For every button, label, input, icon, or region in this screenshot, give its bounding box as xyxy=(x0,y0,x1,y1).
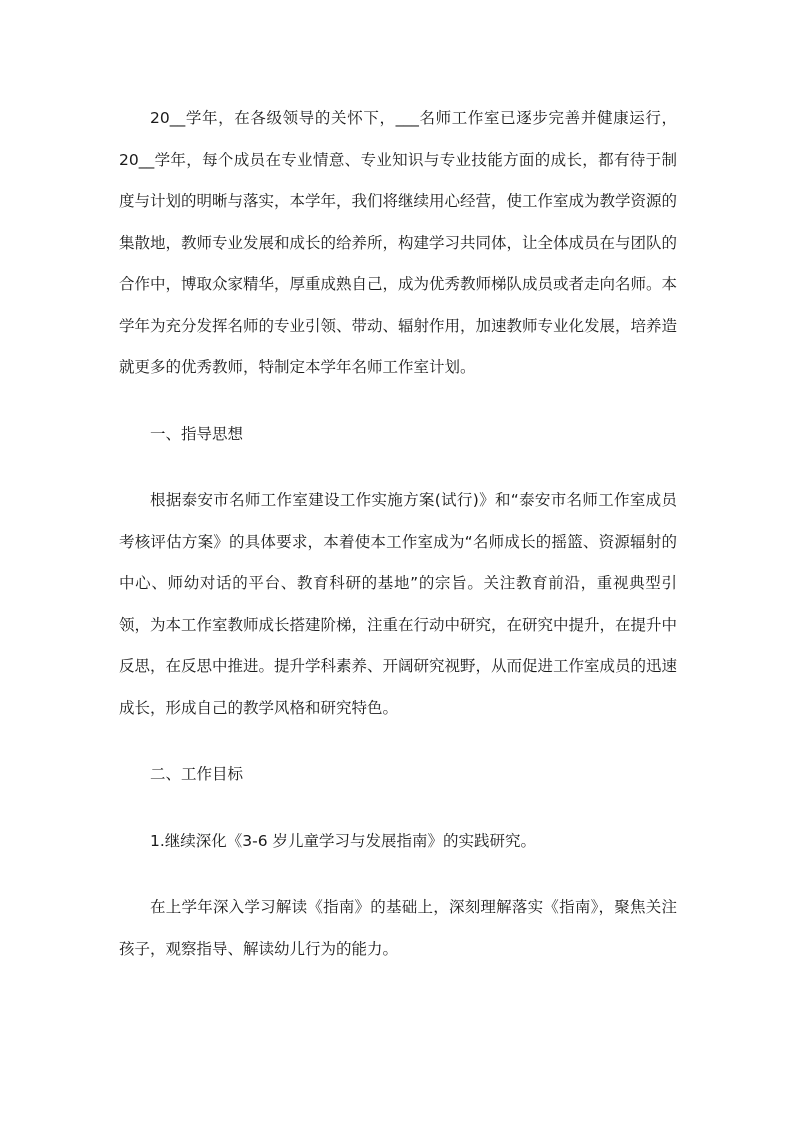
intro-paragraph: 20__学年，在各级领导的关怀下，___名师工作室已逐步完善并健康运行，20__学年，每个成员在专业情意、专业知识与专业技能方面的成长，都有待于制度与计划的明晰与落实，本学年，我们将继续用心经营，使工作室成为教学资源的集散地，教师专业发展和成长的给养所，构建学习共同体，让全体成员在与团队的合作中，博取众家精华，厚重成熟自己，成为优秀教师梯队成员或者走向名师。本学年为充分发挥名师的专业引领、带动、辐射作用，加速教师专业化发展，培养造就更多的优秀教师，特制定本学年名师工作室计划。 xyxy=(119,109,678,376)
section-2-item-1: 1.继续深化《3-6 岁儿童学习与发展指南》的实践研究。 xyxy=(150,831,537,850)
paragraph-gap xyxy=(119,729,677,754)
document-body xyxy=(119,98,677,970)
section-1-paragraph: 根据泰安市名师工作室建设工作实施方案(试行)》和“泰安市名师工作室成员考核评估方案》的具体要求，本着使本工作室成为“名师成长的摇篮、资源辐射的中心、师幼对话的平台、教育科研的基地”的宗旨。关注教育前沿，重视典型引领，为本工作室教师成长搭建阶梯，注重在行动中研究，在研究中提升，在提升中反思，在反思中推进。提升学科素养、开阔研究视野，从而促进工作室成员的迅速成长，形成自己的教学风格和研究特色。 xyxy=(119,491,678,717)
section-2-item-1-paragraph: 在上学年深入学习解读《指南》的基础上，深刻理解落实《指南》，聚焦关注孩子，观察指导、解读幼儿行为的能力。 xyxy=(119,898,677,958)
paragraph-gap xyxy=(119,455,677,480)
section-2-heading: 二、工作目标 xyxy=(150,765,244,783)
section-1-heading: 一、指导思想 xyxy=(150,424,244,443)
paragraph-gap xyxy=(119,389,677,414)
paragraph-gap xyxy=(119,796,677,821)
paragraph-gap xyxy=(119,862,677,887)
